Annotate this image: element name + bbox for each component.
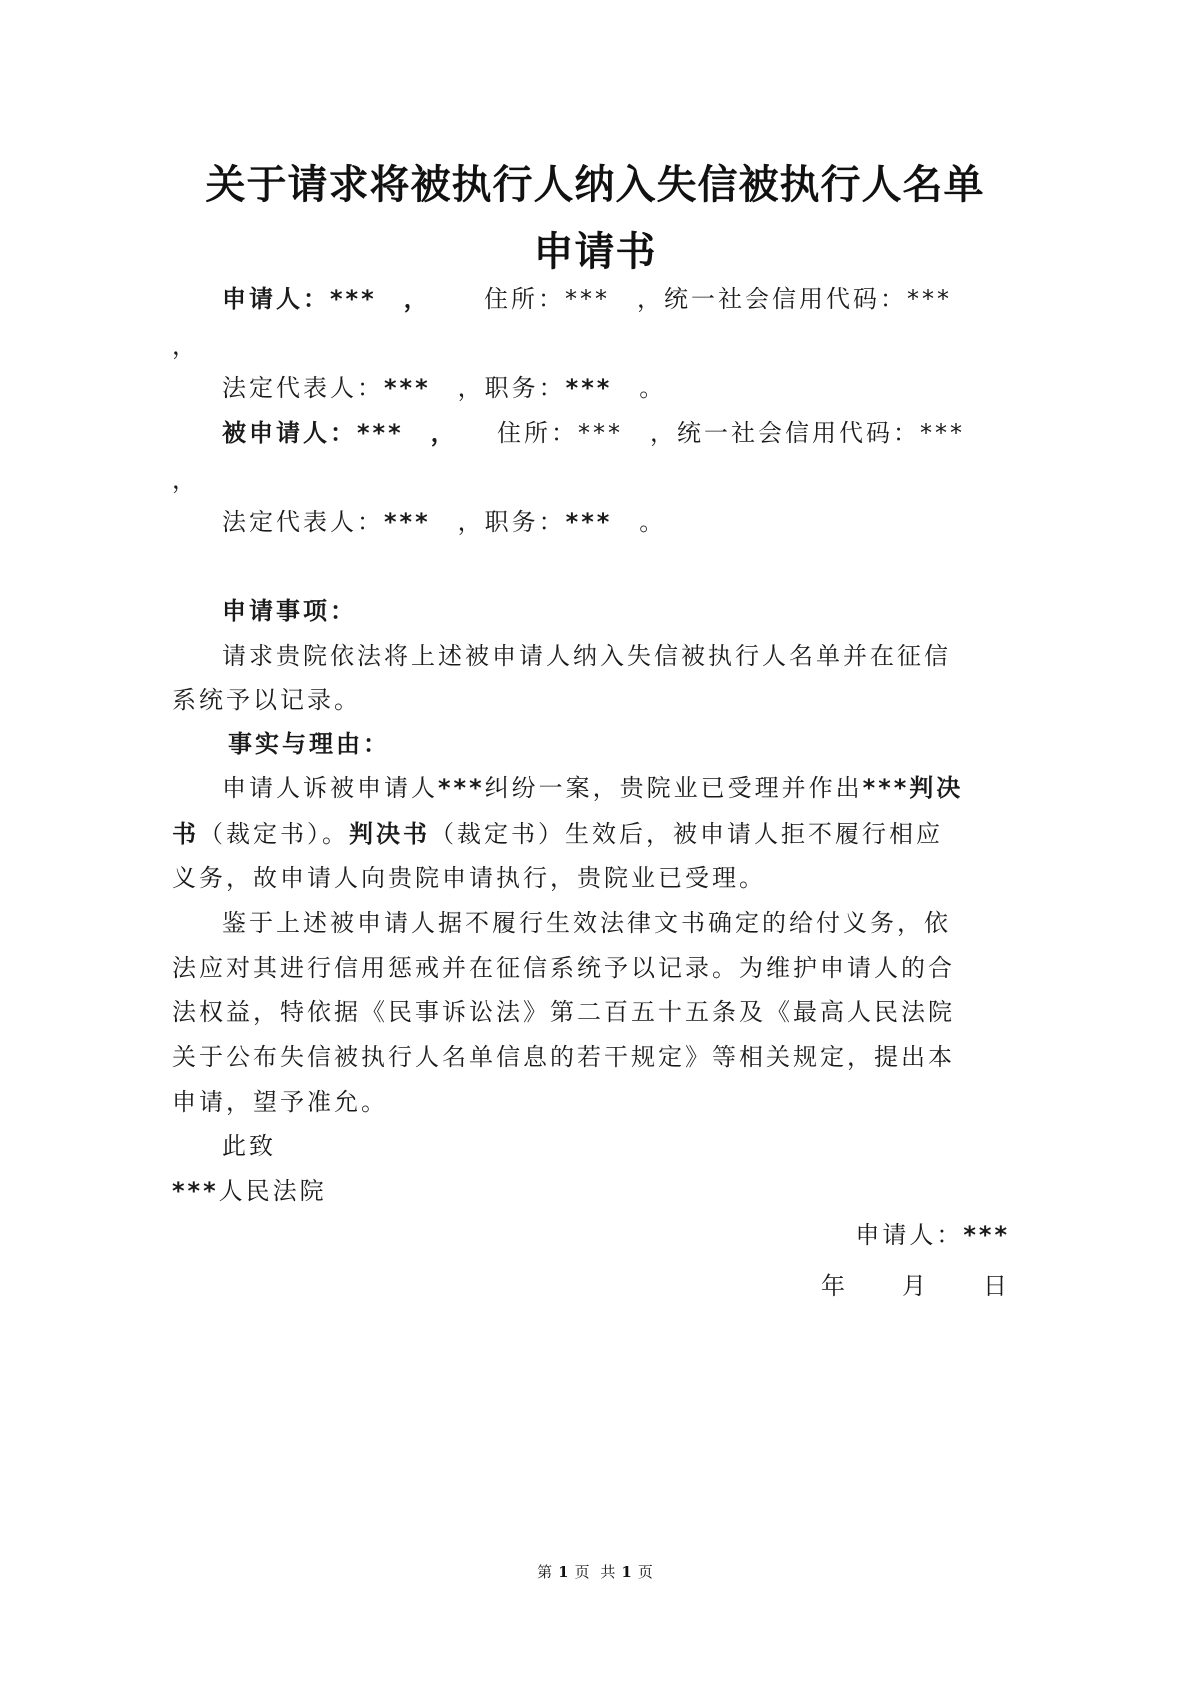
applicant-post-label: ，职务：: [430, 374, 566, 402]
judgment-word: 书: [172, 820, 199, 848]
facts-text: （裁定书）。: [199, 820, 349, 848]
facts-text: 申请人诉被申请人: [222, 774, 438, 802]
request-line-1: 请求贵院依法将上述被申请人纳入失信被执行人名单并在征信: [222, 642, 951, 670]
respondent-post-value: ***: [565, 508, 613, 536]
facts-p2-line-2: 法应对其进行信用惩戒并在征信系统予以记录。为维护申请人的合: [172, 954, 955, 982]
respondent-rep-label: 法定代表人：: [222, 508, 384, 536]
salutation: 此致: [222, 1132, 276, 1160]
page-footer: [0, 1561, 1190, 1582]
signature-line: [855, 1215, 1010, 1250]
document-title-line2: 申请书: [533, 229, 657, 275]
respondent-address: 住所：*** ，统一社会信用代码：***: [497, 419, 965, 447]
respondent-rep-line: [222, 502, 666, 537]
applicant-rep-label: 法定代表人：: [222, 374, 384, 402]
total-unit: 页: [637, 1563, 653, 1581]
applicant-rep-value: ***: [384, 374, 431, 402]
page-label: 第: [537, 1563, 553, 1581]
applicant-rep-line: [222, 368, 666, 403]
signature-label: 申请人：: [855, 1221, 964, 1249]
court-suffix: 人民法院: [218, 1177, 327, 1205]
request-line-2: 系统予以记录。: [172, 686, 361, 714]
respondent-end: 。: [612, 508, 667, 536]
facts-p1-line-2: [172, 814, 943, 849]
judgment-word: 判决书: [349, 820, 430, 848]
facts-p2-line-1: 鉴于上述被申请人据不履行生效法律文书确定的给付义务，依: [222, 909, 951, 937]
respondent-rep-value: ***: [384, 508, 431, 536]
applicant-label: 申请人：*** ，: [222, 285, 431, 313]
facts-p2-line-5: 申请，望予准允。: [172, 1088, 388, 1116]
applicant-end: 。: [612, 374, 667, 402]
respondent-comma: ，: [172, 466, 199, 494]
facts-heading: 事实与理由：: [228, 730, 390, 758]
total-pages: 1: [621, 1563, 632, 1581]
page-unit: 页: [574, 1563, 590, 1581]
applicant-post-value: ***: [565, 374, 613, 402]
signature-date: 年 月 日: [821, 1272, 1010, 1300]
facts-text: 纠纷一案，贵院业已受理并作出: [484, 774, 863, 802]
respondent-label: 被申请人：*** ，: [222, 419, 458, 447]
signature-value: ***: [963, 1221, 1010, 1249]
case-placeholder: ***: [438, 774, 485, 802]
total-label: 共: [600, 1563, 616, 1581]
facts-text: （裁定书）生效后，被申请人拒不履行相应: [430, 820, 943, 848]
facts-p2-line-3: 法权益，特依据《民事诉讼法》第二百五十五条及《最高人民法院: [172, 998, 955, 1026]
court-placeholder: ***: [172, 1177, 219, 1205]
judgment-placeholder: ***判决: [862, 774, 964, 802]
court-name: [172, 1171, 327, 1206]
applicant-comma: ，: [172, 332, 199, 360]
facts-p2-line-4: 关于公布失信被执行人名单信息的若干规定》等相关规定，提出本: [172, 1043, 955, 1071]
request-heading: 申请事项：: [222, 597, 357, 625]
document-title-line1: 关于请求将被执行人纳入失信被执行人名单: [205, 162, 985, 208]
applicant-address: 住所：*** ，统一社会信用代码：***: [484, 285, 952, 313]
facts-p1-line-3: 义务，故申请人向贵院申请执行，贵院业已受理。: [172, 864, 766, 892]
facts-p1-line-1: [222, 768, 963, 803]
respondent-post-label: ，职务：: [430, 508, 566, 536]
page-number: 1: [558, 1563, 569, 1581]
